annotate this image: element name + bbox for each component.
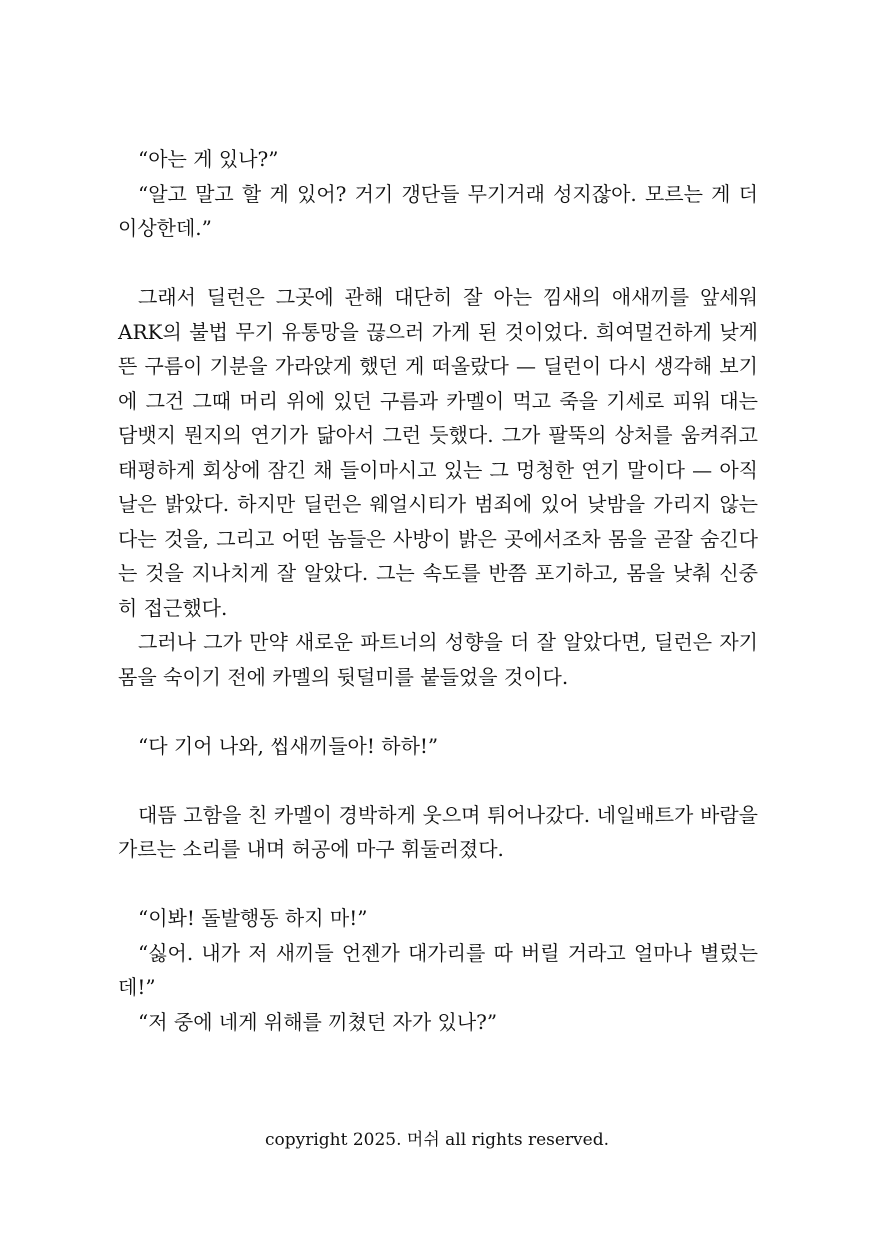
paragraph-gap [118, 246, 758, 281]
paragraph-gap [118, 694, 758, 729]
paragraph-3: 그래서 딜런은 그곳에 관해 대단히 잘 아는 낌새의 애새끼를 앞세워 ARK의 불법 무기 유통망을 끊으러 가게 된 것이었다. 희여멀건하게 낮게 뜬 구름이 기분을 가라앉게 했던 게 떠올랐다 — 딜런이 다시 생각해 보기에 그건 그때 머리 위에 있던 구름과 카멜이 먹고 죽을 기세로 피워 대는 담뱃지 뭔지의 연기가 닮아서 그런 듯했다. 그가 팔뚝의 상처를 움켜쥐고 태평하게 회상에 잠긴 채 들이마시고 있는 그 멍청한 연기 말이다 — 아직 날은 밝았다. 하지만 딜런은 웨얼시티가 범죄에 있어 낮밤을 가리지 않는다는 것을, 그리고 어떤 놈들은 사방이 밝은 곳에서조차 몸을 곧잘 숨긴다는 것을 지나치게 잘 알았다. 그는 속도를 반쯤 포기하고, 몸을 낮춰 신중히 접근했다. [118, 285, 758, 620]
paragraph-1: “아는 게 있나?” [138, 147, 279, 171]
paragraph-8: “싫어. 내가 저 새끼들 언젠가 대가리를 따 버릴 거라고 얼마나 별렀는데!” [118, 940, 758, 999]
paragraph-2: “알고 말고 할 게 있어? 거기 갱단들 무기거래 성지잖아. 모르는 게 더 이상한데.” [118, 181, 758, 240]
paragraph-gap [118, 763, 758, 798]
paragraph-5: “다 기어 나와, 씹새끼들아! 하하!” [138, 733, 439, 758]
paragraph-6: 대뜸 고함을 친 카멜이 경박하게 웃으며 튀어나갔다. 네일배트가 바람을 가르는 소리를 내며 허공에 마구 휘둘러졌다. [118, 802, 758, 861]
paragraph-7: “이봐! 돌발행동 하지 마!” [138, 906, 368, 930]
body-text [118, 142, 758, 1039]
paragraph-4: 그러나 그가 만약 새로운 파트너의 성향을 더 잘 알았다면, 딜런은 자기 몸을 숙이기 전에 카멜의 뒷덜미를 붙들었을 것이다. [118, 630, 758, 689]
paragraph-gap [118, 867, 758, 902]
paragraph-9: “저 중에 네게 위해를 끼쳤던 자가 있나?” [138, 1009, 498, 1034]
copyright-footer: copyright 2025. 머쉬 all rights reserved. [264, 1130, 609, 1150]
